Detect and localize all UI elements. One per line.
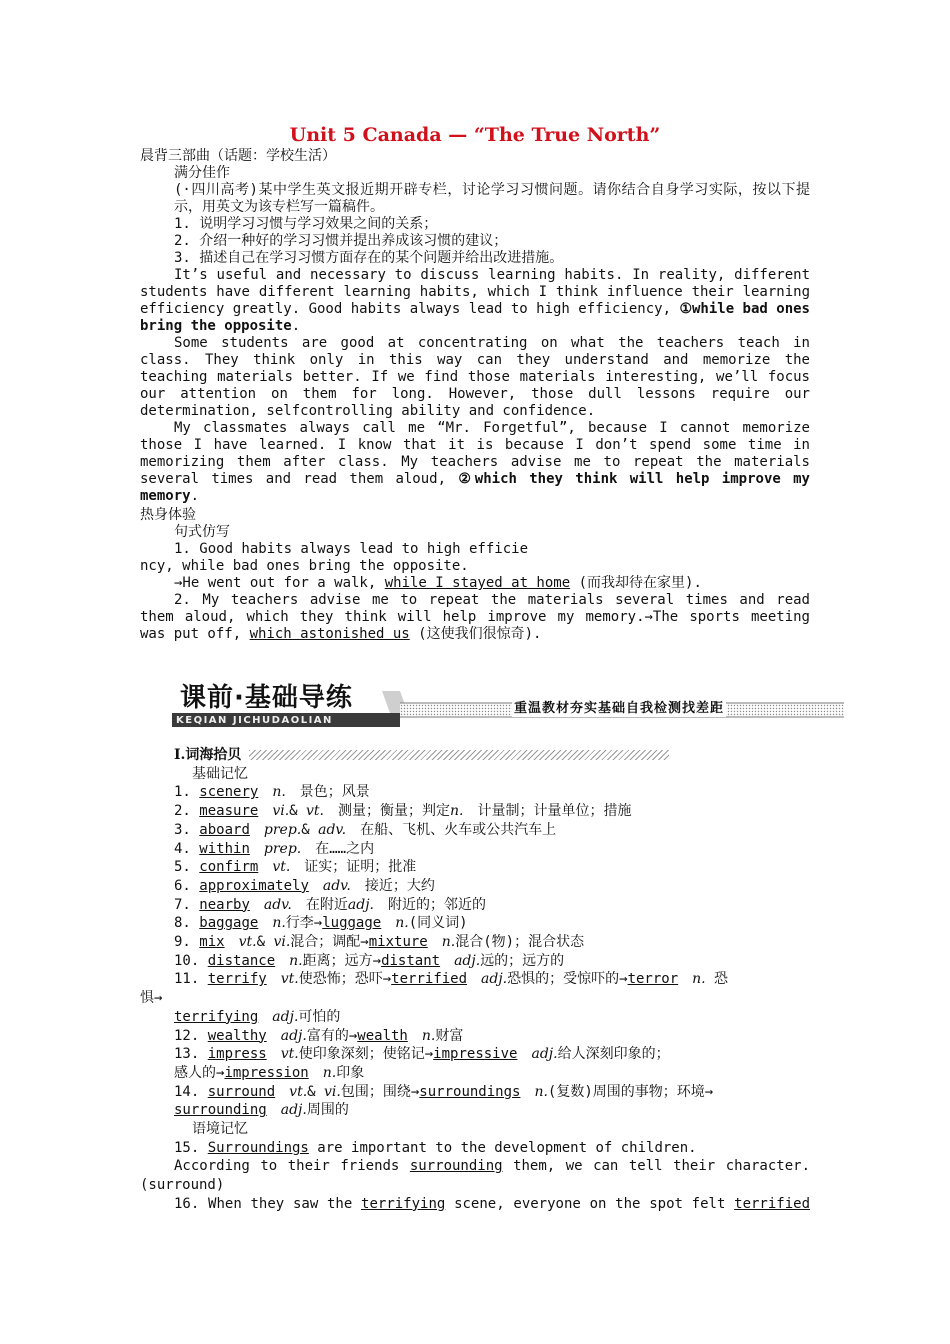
practice-sub: 句式仿写 — [174, 524, 230, 540]
essay-paragraph-2: Some students are good at concentrating on what the teachers teach in class. They think only in this way can they understand and memorize the teaching materials better. If we find those materials interesting, we’ll focus our attention on them for long. However, those dull lessons require our determination, selfcontrolling ability and confidence. — [140, 335, 810, 419]
vocab-sub-2: 语境记忆 — [192, 1121, 248, 1138]
vocab-item-1: 1. scenery n. 景色；风景 — [174, 784, 370, 801]
vocab-item-12: 12. wealthy adj.富有的→wealth n.财富 — [174, 1027, 464, 1044]
point-1: 1. 说明学习习惯与学习效果之间的关系； — [174, 216, 438, 232]
vocab-item-9: 9. mix vt.& vi.混合；调配→mixture n.混合(物)；混合状态 — [174, 934, 585, 951]
vocab-heading: Ⅰ.词海拾贝 — [140, 746, 810, 765]
vocab-section — [140, 746, 810, 1214]
vocab-item-3: 3. aboard prep.& adv. 在船、飞机、火车或公共汽车上 — [174, 821, 557, 838]
hatch-divider — [249, 750, 669, 760]
practice-line-2: →He went out for a walk, while I stayed at home (而我却待在家里). — [174, 575, 702, 591]
sub-heading: 满分佳作 — [174, 165, 230, 181]
worksheet-top — [140, 122, 810, 643]
vocab-item-4: 4. within prep. 在……之内 — [174, 840, 375, 857]
highlight-1: ①while bad ones bring the opposite — [140, 301, 810, 334]
vocab-item-5: 5. confirm vt. 证实；证明；批准 — [174, 859, 417, 876]
vocab-item-8: 8. baggage n.行李→luggage n.(同义词) — [174, 915, 468, 932]
practice-heading: 热身体验 — [140, 507, 196, 523]
essay-paragraph-1: It’s useful and necessary to discuss learning habits. In reality, different students have different learning habits, which I think influence their learning efficiency greatly. Good habits always lead to high efficiency, ①while bad ones bring the opposite. — [140, 267, 810, 334]
vocab-item-14b: surrounding adj.周围的 — [174, 1102, 349, 1119]
vocab-item-10: 10. distance n.距离；远方→distant adj.远的；远方的 — [174, 952, 565, 969]
point-3: 3. 描述自己在学习习惯方面存在的某个问题并给出改进措施。 — [174, 250, 564, 266]
banner-title: 课前·基础导练 — [180, 683, 353, 713]
context-item-15b: According to their friends surrounding them, we can tell their character. (surround) — [140, 1158, 810, 1194]
vocab-item-13: 13. impress vt.使印象深刻；使铭记→impressive adj.给人深刻印象的； — [174, 1046, 670, 1063]
vocab-item-13b: 感人的→impression n.印象 — [174, 1064, 365, 1081]
page-title: Unit 5 Canada — “The True North” — [289, 124, 661, 146]
practice-line-1: 1. Good habits always lead to high efficie — [174, 541, 529, 557]
essay-paragraph-3: My classmates always call me “Mr. Forgetful”, because I cannot memorize those I have learned. I know that it is because I don’t spend some time in memorizing them after class. My teachers advise me to repeat the materials several times and read them aloud, ②which they think will help improve my memory. — [140, 420, 810, 504]
writing-prompt: (·四川高考)某中学生英文报近期开辟专栏，讨论学习习惯问题。请你结合自身学习实际，按以下提示，用英文为该专栏写一篇稿件。 — [174, 182, 810, 215]
vocab-item-11c: terrifying adj.可怕的 — [174, 1008, 341, 1025]
section-banner — [172, 683, 844, 729]
practice-line-3: 2. My teachers advise me to repeat the materials several times and read them aloud, which they think will help improve my memory.→The sports meeting was put off, which astonished us (这使我们很惊奇). — [140, 592, 810, 642]
vocab-item-11: 11. terrify vt.使恐怖；恐吓→terrified adj.恐惧的；受惊吓的→terror n. 恐 — [174, 971, 729, 988]
vocab-sub-1: 基础记忆 — [192, 765, 248, 782]
banner-pinyin: KEQIAN JICHUDAOLIAN — [176, 715, 333, 726]
vocab-item-6: 6. approximately adv. 接近；大约 — [174, 877, 435, 894]
section-heading: 晨背三部曲（话题：学校生活） — [140, 148, 336, 164]
vocab-item-11b: 惧→ — [140, 990, 163, 1007]
banner-slogan: 重温教材夯实基础自我检测找差距 — [514, 701, 725, 716]
vocab-item-2: 2. measure vi.& vt. 测量；衡量；判定n. 计量制；计量单位；措施 — [174, 803, 632, 820]
vocab-item-7: 7. nearby adv. 在附近adj. 附近的；邻近的 — [174, 896, 486, 913]
practice-line-1b: ncy, while bad ones bring the opposite. — [140, 558, 469, 574]
vocab-item-14: 14. surround vt.& vi.包围；围绕→surroundings n.(复数)周围的事物；环境→ — [174, 1083, 714, 1100]
point-2: 2. 介绍一种好的学习习惯并提出养成该习惯的建议； — [174, 233, 508, 249]
context-item-15: 15. Surroundings are important to the development of children. — [174, 1139, 697, 1156]
context-item-16: 16. When they saw the terrifying scene, everyone on the spot felt terrified — [174, 1195, 810, 1212]
highlight-2: ②which they think will help improve my memory — [140, 471, 810, 504]
